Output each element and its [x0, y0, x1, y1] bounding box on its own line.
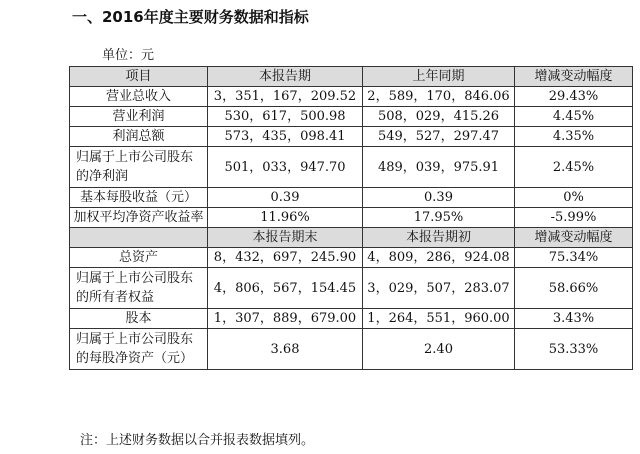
change-value: 4.35% [515, 127, 633, 147]
change-value: 3.43% [515, 309, 633, 329]
header-cell: 本报告期 [208, 67, 363, 87]
row-label: 营业利润 [70, 107, 208, 127]
row-label: 股本 [70, 309, 208, 329]
change-value: 4.45% [515, 107, 633, 127]
change-value: 75.34% [515, 248, 633, 268]
prior-period-value: 508，029，415.26 [363, 107, 515, 127]
header-cell: 项目 [70, 67, 208, 87]
row-label: 利润总额 [70, 127, 208, 147]
table-row [70, 309, 633, 329]
row-label: 加权平均净资产收益率 [70, 208, 208, 228]
table-header-row [70, 67, 633, 87]
change-value: 0% [515, 188, 633, 208]
header-cell: 增减变动幅度 [515, 228, 633, 248]
period-start-value: 2.40 [363, 329, 515, 370]
current-period-value: 573，435，098.41 [208, 127, 363, 147]
change-value: 29.43% [515, 87, 633, 107]
period-end-value: 3.68 [208, 329, 363, 370]
period-start-value: 1，264，551，960.00 [363, 309, 515, 329]
header-cell: 增减变动幅度 [515, 67, 633, 87]
row-label: 总资产 [70, 248, 208, 268]
table-row [70, 329, 633, 370]
prior-period-value: 549，527，297.47 [363, 127, 515, 147]
current-period-value: 11.96% [208, 208, 363, 228]
row-label: 基本每股收益（元） [70, 188, 208, 208]
table-row [70, 208, 633, 228]
row-label: 营业总收入 [70, 87, 208, 107]
table-row [70, 127, 633, 147]
current-period-value: 530，617，500.98 [208, 107, 363, 127]
change-value: -5.99% [515, 208, 633, 228]
prior-period-value: 0.39 [363, 188, 515, 208]
period-end-value: 1，307，889，679.00 [208, 309, 363, 329]
current-period-value: 0.39 [208, 188, 363, 208]
header-cell: 本报告期初 [363, 228, 515, 248]
unit-label: 单位：元 [102, 48, 155, 63]
period-end-value: 4，806，567，154.45 [208, 268, 363, 309]
table-row [70, 147, 633, 188]
change-value: 2.45% [515, 147, 633, 188]
period-start-value: 4，809，286，924.08 [363, 248, 515, 268]
change-value: 53.33% [515, 329, 633, 370]
prior-period-value: 2，589，170，846.06 [363, 87, 515, 107]
period-end-value: 8，432，697，245.90 [208, 248, 363, 268]
table-header-row [70, 228, 633, 248]
footnote: 注：上述财务数据以合并报表数据填列。 [80, 433, 315, 448]
row-label: 归属于上市公司股东的净利润 [70, 147, 208, 188]
period-start-value: 3，029，507，283.07 [363, 268, 515, 309]
current-period-value: 501，033，947.70 [208, 147, 363, 188]
header-cell: 本报告期末 [208, 228, 363, 248]
header-cell: 上年同期 [363, 67, 515, 87]
header-cell [70, 228, 208, 248]
table-row [70, 107, 633, 127]
current-period-value: 3，351，167，209.52 [208, 87, 363, 107]
section-heading: 一、2016年度主要财务数据和指标 [72, 8, 309, 26]
row-label: 归属于上市公司股东的每股净资产（元） [70, 329, 208, 370]
table-row [70, 268, 633, 309]
row-label: 归属于上市公司股东的所有者权益 [70, 268, 208, 309]
prior-period-value: 489，039，975.91 [363, 147, 515, 188]
financial-table [69, 66, 633, 370]
table-row [70, 87, 633, 107]
change-value: 58.66% [515, 268, 633, 309]
prior-period-value: 17.95% [363, 208, 515, 228]
table-row [70, 188, 633, 208]
table-row [70, 248, 633, 268]
